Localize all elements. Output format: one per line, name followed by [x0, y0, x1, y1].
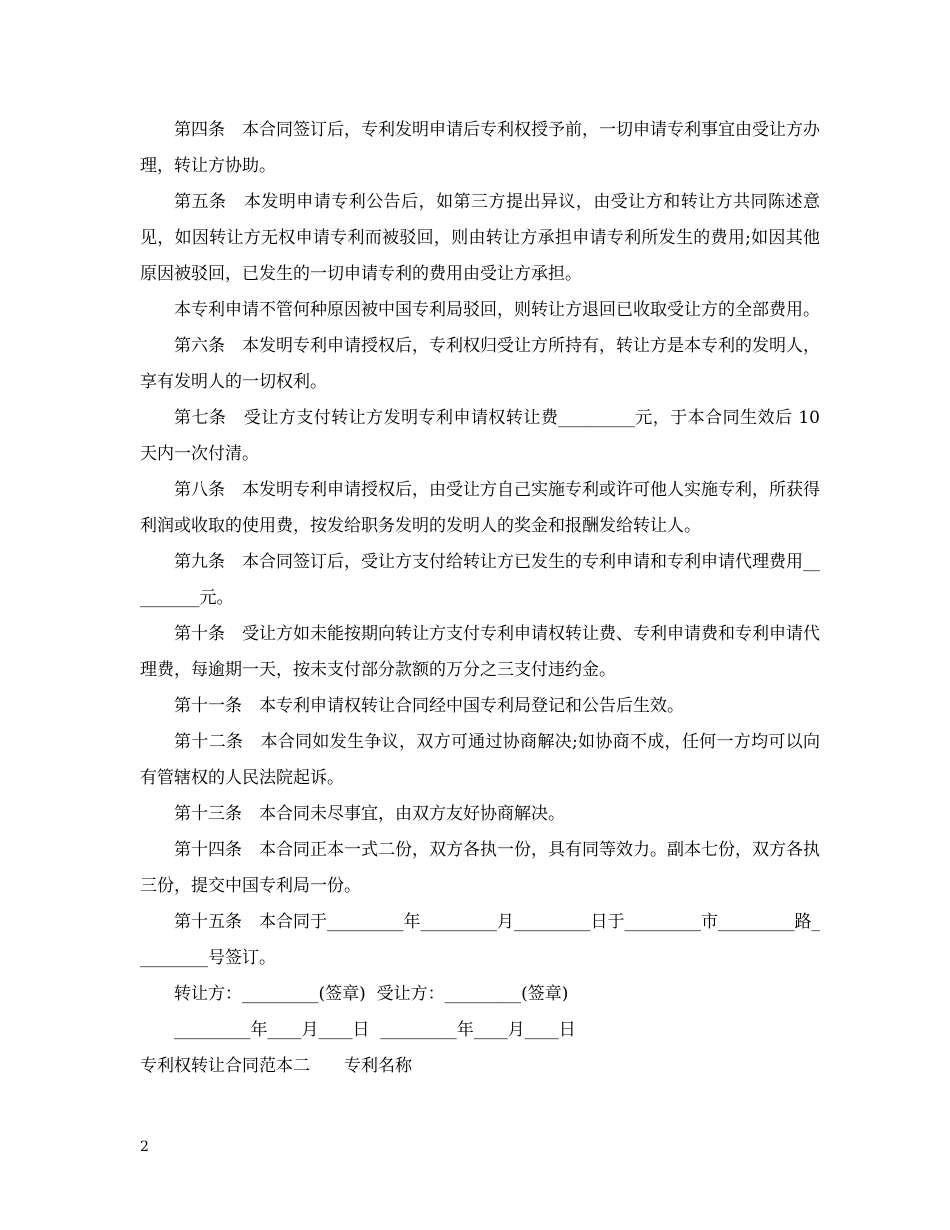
clause-5-refund: 本专利申请不管何种原因被中国专利局驳回，则转让方退回已收取受让方的全部费用。 — [174, 300, 820, 320]
clause-9: 第九条 本合同签订后，受让方支付给转让方已发生的专利申请和专利申请代理费用_________元。 — [140, 552, 820, 608]
clause-15: 第十五条 本合同于_________年_________月_________日于_________市_________路_________号签订。 — [140, 912, 820, 968]
page-number: 2 — [140, 1139, 149, 1155]
section-heading: 专利权转让合同范本二 专利名称 — [140, 1056, 412, 1076]
clause-7: 第七条 受让方支付转让方发明专利申请权转让费_________元，于本合同生效后 10 天内一次付清。 — [140, 408, 826, 464]
clause-8: 第八条 本发明专利申请授权后，由受让方自己实施专利或许可他人实施专利，所获得利润或收取的使用费，按发给职务发明的发明人的奖金和报酬发给转让人。 — [140, 480, 820, 536]
clause-13: 第十三条 本合同未尽事宜，由双方友好协商解决。 — [174, 804, 565, 824]
date-line: _________年____月____日 _________年____月____日 — [174, 1020, 576, 1040]
signature-line: 转让方：_________(签章) 受让方：_________(签章) — [174, 984, 569, 1004]
clause-11: 第十一条 本专利申请权转让合同经中国专利局登记和公告后生效。 — [174, 696, 684, 716]
clause-5: 第五条 本发明申请专利公告后，如第三方提出异议，由受让方和转让方共同陈述意见，如因转让方无权申请专利而被驳回，则由转让方承担申请专利所发生的费用;如因其他原因被驳回，已发生的一切申请专利的费用由受让方承担。 — [140, 192, 820, 284]
clause-6: 第六条 本发明专利申请授权后，专利权归受让方所持有，转让方是本专利的发明人，享有发明人的一切权利。 — [140, 336, 820, 392]
clause-10: 第十条 受让方如未能按期向转让方支付专利申请权转让费、专利申请费和专利申请代理费，每逾期一天，按未支付部分款额的万分之三支付违约金。 — [140, 624, 820, 680]
document-body — [140, 112, 826, 1084]
clause-4: 第四条 本合同签订后，专利发明申请后专利权授予前，一切申请专利事宜由受让方办理，转让方协助。 — [140, 120, 820, 176]
clause-14: 第十四条 本合同正本一式二份，双方各执一份，具有同等效力。副本七份，双方各执三份，提交中国专利局一份。 — [140, 840, 820, 896]
clause-12: 第十二条 本合同如发生争议，双方可通过协商解决;如协商不成，任何一方均可以向有管辖权的人民法院起诉。 — [140, 732, 820, 788]
